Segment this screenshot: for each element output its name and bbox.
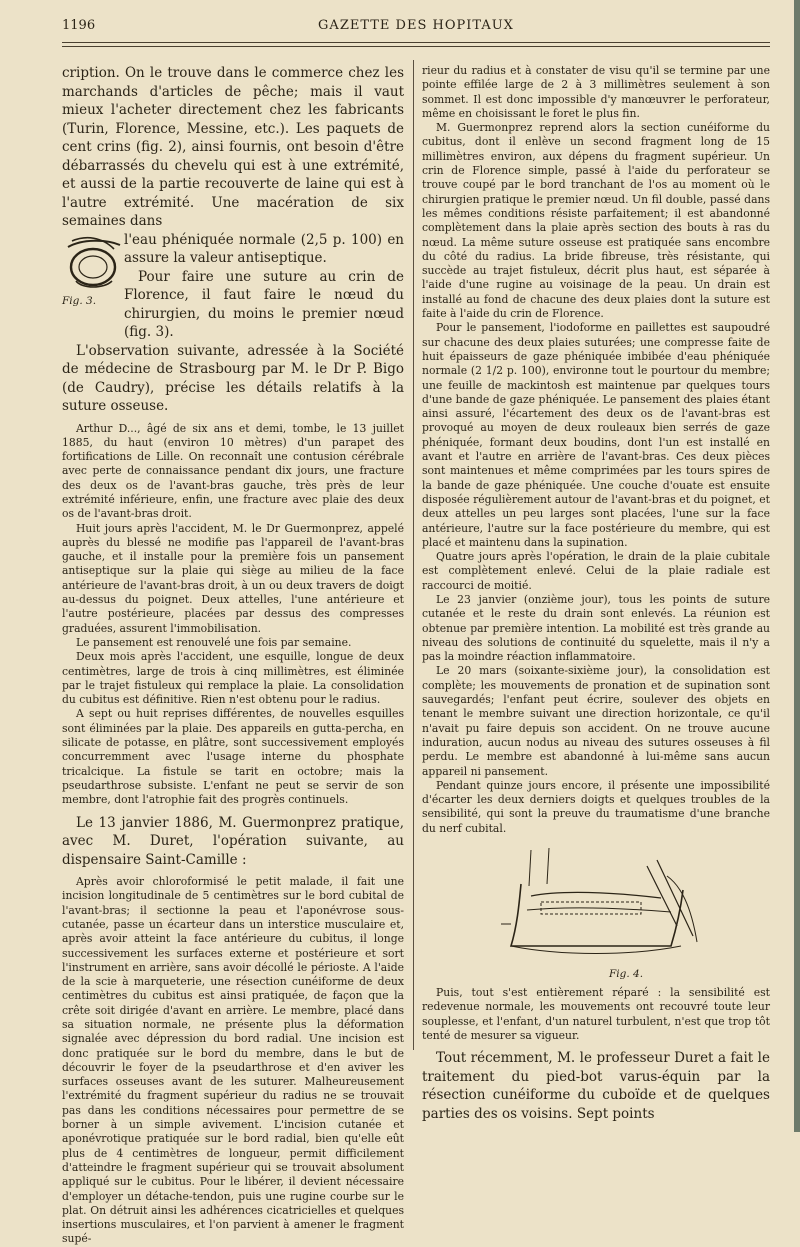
paragraph-sept-huit-reprises: A sept ou huit reprises différentes, de nouvelles esquilles sont éliminées par la plaie. Des appareils en gutta-percha, en silicate de potasse, en plâtre, sont successivement employés concurremment avec l'usage interne du phosphate tricalcique. La fistule se tarit en octobre; mais la pseudarthrose subsiste. L'enfant ne peut se servir de son membre, dont l'atrophie fait des progrès continuels.	[62, 707, 404, 807]
paragraph-23-janvier: Le 23 janvier (onzième jour), tous les points de suture cutanée et le reste du drain sont enlevés. La réunion est obtenue par première intention. La mobilité est très grande au niveau des solutions de continuité du squelette, mais il n'y a pas la moindre réaction inflammatoire.	[422, 592, 770, 664]
paragraph-pansement-iodoforme: Pour le pansement, l'iodoforme en paillettes est saupoudré sur chacune des deux plaies suturées; une compresse faite de huit épaisseurs de gaze phéniquée imbibée d'eau phéniquée normale (2 1/2 p. 100), environne tout le pourtour du membre; une feuille de mackintosh est maintenue par quelques tours d'une bande de gaze phéniquée. Le pansement des plaies étant ainsi assuré, l'écartement des deux os de l'avant-bras est provoqué au moyen de deux rouleaux bien serrés de gaze phéniquée, formant deux boudins, dont l'un est installé en avant et l'autre en arrière de l'avant-bras. Ces deux pièces sont maintenues et même comprimées par les tours spires de la bande de gaze phéniquée. Une couche d'ouate est ensuite disposée régulièrement autour de l'avant-bras et du poignet, et deux attelles un peu larges sont placées, l'une sur la face antérieure, l'autre sur la face postérieure du membre, qui est placé et maintenu dans la supination.	[422, 321, 770, 549]
paragraph-observation-intro: L'observation suivante, adressée à la Société de médecine de Strasbourg par M. le Dr P. Bigo (de Caudry), précise les détails relatifs à la suture osseuse.	[62, 342, 404, 414]
forearm-bones-figure	[471, 846, 721, 966]
page-edge	[794, 0, 800, 1132]
right-column	[422, 64, 770, 1123]
journal-title: GAZETTE DES HOPITAUX	[318, 18, 514, 33]
figure-4-caption: Fig. 4.	[608, 968, 644, 981]
paragraph-huit-jours: Huit jours après l'accident, M. le Dr Guermonprez, appelé auprès du blessé ne modifie pas l'appareil de l'avant-bras gauche, et il installe pour la première fois un pansement antiseptique sur la plaie qui siège au milieu de la face antérieure de l'avant-bras droit, à un ou deux travers de doigt au-dessus du poignet. Deux attelles, l'une antérieure et l'autre postérieure, placées par dessus des compresses graduées, assurent l'immobilisation.	[62, 521, 404, 635]
left-column	[62, 64, 404, 1247]
paragraph-section-cuneiforme: M. Guermonprez reprend alors la section cunéiforme du cubitus, dont il enlève un second fragment long de 15 millimètres environ, aux dépens du fragment supérieur. Un crin de Florence simple, passé à l'aide du perforateur se trouve coupé par le bord tranchant de l'os au moment où le chirurgien pratique le premier nœud. Un fil double, passé dans les mêmes conditions résiste parfaitement; il est abandonné complètement dans la plaie après section des bouts à ras du nœud. La même suture osseuse est pratiquée sans encombre du côté du radius. La bride fibreuse, très résistante, qui succède au trajet fistuleux, décrit plus haut, est séparée à l'aide d'une rugine au voisinage de la peau. Un drain est installé au fond de chacune des deux plaies dont la suture est faite à l'aide du crin de Florence.	[422, 121, 770, 321]
paragraph-suture-crin: Pour faire une suture au crin de Florence, il faut faire le nœud du chirurgien, du moins le premier nœud (fig. 3).	[124, 268, 404, 340]
figure-3-caption: Fig. 3.	[62, 294, 97, 307]
paragraph-13-janvier: Le 13 janvier 1886, M. Guermonprez pratique, avec M. Duret, l'opération suivante, au dispensaire Saint-Camille :	[62, 814, 404, 868]
paragraph-quinze-jours: Pendant quinze jours encore, il présente une impossibilité d'écarter les deux derniers doigts et quelques troubles de la sensibilité, qui sont la preuve du traumatisme d'une branche du nerf cubital.	[422, 778, 770, 835]
paragraph-duret-pied-bot: Tout récemment, M. le professeur Duret a fait le traitement du pied-bot varus-équin par la résection cunéiforme du cuboïde et de quelques parties des os voisins. Sept points	[422, 1050, 770, 1122]
paragraph-arthur-case: Arthur D..., âgé de six ans et demi, tombe, le 13 juillet 1885, du haut (environ 10 mètres) d'un parapet des fortifications de Lille. On reconnaît une contusion cérébrale avec perte de connaissance pendant dix jours, une fracture des deux os de l'avant-bras gauche, très près de leur extrémité inférieure, enfin, une fracture avec plaie des deux os de l'avant-bras droit.	[62, 421, 404, 521]
page-number: 1196	[62, 18, 96, 33]
figure-3-block	[62, 231, 404, 342]
paragraph-operation: Après avoir chloroformisé le petit malade, il fait une incision longitudinale de 5 centimètres sur le bord cubital de l'avant-bras; il sectionne la peau et l'aponévrose sous-cutanée, passe un écarteur dans un interstice musculaire et, après avoir atteint la face antérieure du cubitus, il longe successivement les surfaces externe et postérieure et sort l'instrument en arrière, sans avoir décollé le périoste. A l'aide de la scie à marqueterie, une résection cunéiforme de deux centimètres du cubitus est ainsi pratiquée, de façon que la crête soit dirigée d'avant en arrière. Le membre, placé dans sa situation normale, ne présente plus la déformation signalée avec dépression du bord radial. Une incision est donc pratiquée sur le bord du membre, dans le but de découvrir le foyer de la pseudarthrose et d'en aviver les surfaces osseuses avant de les suturer. Malheureusement l'extrémité du fragment supérieur du radius ne se trouvait pas dans les conditions nécessaires pour permettre de se borner à un simple avivement. L'incision cutanée et aponévrotique pratiquée sur le bord radial, bien qu'elle eût plus de 4 centimètres de longueur, permit difficilement d'atteindre le fragment supérieur qui se trouvait absolument appliqué sur le cubitus. Pour le libérer, il devient nécessaire d'employer un détache-tendon, puis une rugine courbe sur le plat. On détruit ainsi les adhérences cicatricielles et quelques insertions musculaires, et l'on parvient à amener le fragment supé-	[62, 875, 404, 1246]
paragraph-quatre-jours: Quatre jours après l'opération, le drain de la plaie cubitale est complètement enlevé. Celui de la plaie radiale est raccourci de moitié.	[422, 550, 770, 592]
header-rule-bottom	[62, 46, 770, 47]
paragraph-20-mars: Le 20 mars (soixante-sixième jour), la consolidation est complète; les mouvements de pronation et de supination sont sauvegardés; l'enfant peut écrire, soulever des objets en tenant le membre suivant une direction horizontale, ce qu'il n'avait pu faire depuis son accident. On ne trouve aucune induration, aucun nodus au niveau des sutures osseuses à fil perdu. Le membre est abandonné à lui-même sans aucun appareil ni pansement.	[422, 664, 770, 778]
column-separator	[413, 60, 414, 1050]
paragraph-pansement-renouvele: Le pansement est renouvelé une fois par semaine.	[76, 635, 352, 649]
paragraph-deux-mois: Deux mois après l'accident, une esquille, longue de deux centimètres, large de trois à cinq millimètres, est éliminée par le trajet fistuleux qui remplace la plaie. La consolidation du cubitus est définitive. Rien n'est obtenu pour le radius.	[62, 650, 404, 707]
paragraph-crin-commerce: cription. On le trouve dans le commerce chez les marchands d'articles de pêche; mais il vaut mieux l'acheter directement chez les fabricants (Turin, Florence, Messine, etc.). Les paquets de cent crins (fig. 2), ainsi fournis, ont besoin d'être débarrassés du chevelu qui est à une extrémité, et aussi de la partie recouverte de laine qui est à l'autre extrémité. Une macération de six semaines dans	[62, 65, 404, 229]
page-header	[62, 18, 770, 38]
paragraph-radius-pointe: rieur du radius et à constater de visu qu'il se termine par une pointe effilée large de 2 à 3 millimètres seulement à son sommet. Il est donc impossible d'y manœuvrer le perforateur, même en choisissant le foret le plus fin.	[422, 64, 770, 120]
header-rule-top	[62, 42, 770, 43]
paragraph-antiseptique: l'eau phéniquée normale (2,5 p. 100) en assure la valeur antiseptique.	[124, 231, 404, 266]
paragraph-tout-repare: Puis, tout s'est entièrement réparé : la sensibilité est redevenue normale, les mouvements ont recouvré toute leur souplesse, et l'enfant, d'un naturel turbulent, n'est que trop tôt tenté de mesurer sa vigueur.	[422, 986, 770, 1042]
